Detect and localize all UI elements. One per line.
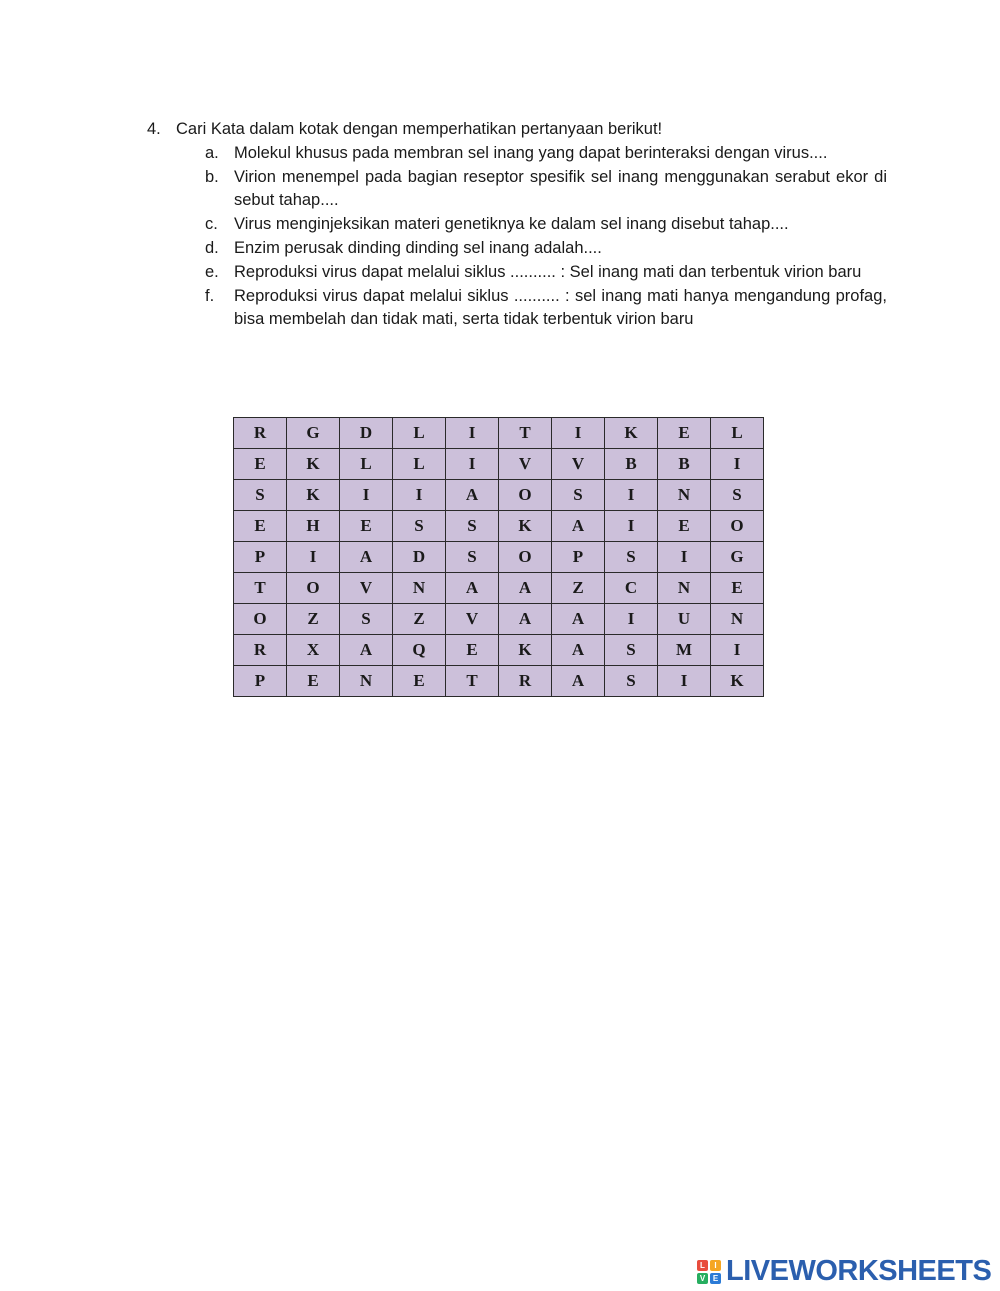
grid-cell[interactable]: K xyxy=(499,511,552,542)
grid-cell[interactable]: Q xyxy=(393,635,446,666)
question-item-text: Reproduksi virus dapat melalui siklus .......... : Sel inang mati dan terbentuk virion baru xyxy=(234,263,862,281)
grid-row xyxy=(234,480,764,511)
grid-cell[interactable]: E xyxy=(658,418,711,449)
grid-cell[interactable]: I xyxy=(711,449,764,480)
grid-cell[interactable]: I xyxy=(340,480,393,511)
grid-cell[interactable]: E xyxy=(234,511,287,542)
question-item-text: Virus menginjeksikan materi genetiknya ke dalam sel inang disebut tahap.... xyxy=(234,215,789,233)
grid-cell[interactable]: A xyxy=(552,604,605,635)
grid-cell[interactable]: R xyxy=(499,666,552,697)
grid-cell[interactable]: Z xyxy=(287,604,340,635)
grid-cell[interactable]: I xyxy=(658,666,711,697)
grid-cell[interactable]: A xyxy=(340,635,393,666)
question-item-text: Reproduksi virus dapat melalui siklus .......... : sel inang mati hanya mengandung profag, bisa membelah dan tidak mati, serta tidak terbentuk virion baru xyxy=(234,287,887,328)
grid-cell[interactable]: S xyxy=(446,511,499,542)
grid-cell[interactable]: X xyxy=(287,635,340,666)
grid-cell[interactable]: I xyxy=(287,542,340,573)
question-item-letter: a. xyxy=(205,144,219,162)
grid-cell[interactable]: S xyxy=(340,604,393,635)
grid-cell[interactable]: R xyxy=(234,418,287,449)
grid-cell[interactable]: L xyxy=(393,449,446,480)
grid-cell[interactable]: S xyxy=(234,480,287,511)
grid-cell[interactable]: R xyxy=(234,635,287,666)
grid-cell[interactable]: V xyxy=(340,573,393,604)
grid-cell[interactable]: K xyxy=(605,418,658,449)
grid-cell[interactable]: S xyxy=(552,480,605,511)
grid-cell[interactable]: O xyxy=(287,573,340,604)
grid-cell[interactable]: I xyxy=(446,418,499,449)
grid-cell[interactable]: P xyxy=(234,666,287,697)
grid-cell[interactable]: E xyxy=(340,511,393,542)
grid-cell[interactable]: V xyxy=(446,604,499,635)
grid-cell[interactable]: I xyxy=(605,480,658,511)
grid-cell[interactable]: I xyxy=(446,449,499,480)
question-item xyxy=(205,237,887,260)
grid-cell[interactable]: L xyxy=(393,418,446,449)
grid-cell[interactable]: I xyxy=(658,542,711,573)
question-item xyxy=(205,166,887,212)
grid-cell[interactable]: L xyxy=(711,418,764,449)
grid-cell[interactable]: E xyxy=(287,666,340,697)
grid-cell[interactable]: I xyxy=(711,635,764,666)
grid-cell[interactable]: G xyxy=(711,542,764,573)
logo-tile: L xyxy=(697,1260,708,1271)
grid-row xyxy=(234,635,764,666)
question-item-letter: d. xyxy=(205,239,219,257)
question-item-letter: f. xyxy=(205,287,215,305)
grid-row xyxy=(234,542,764,573)
grid-cell[interactable]: E xyxy=(711,573,764,604)
grid-cell[interactable]: N xyxy=(711,604,764,635)
word-search-grid xyxy=(233,417,764,697)
grid-cell[interactable]: T xyxy=(499,418,552,449)
grid-cell[interactable]: V xyxy=(499,449,552,480)
grid-cell[interactable]: I xyxy=(552,418,605,449)
grid-cell[interactable]: S xyxy=(605,542,658,573)
liveworksheets-logo-icon xyxy=(697,1260,721,1284)
grid-cell[interactable]: A xyxy=(552,635,605,666)
question-item-text: Enzim perusak dinding dinding sel inang adalah.... xyxy=(234,239,602,257)
grid-cell[interactable]: S xyxy=(393,511,446,542)
question-item xyxy=(205,213,887,236)
grid-cell[interactable]: A xyxy=(499,604,552,635)
grid-cell[interactable]: I xyxy=(605,511,658,542)
grid-cell[interactable]: E xyxy=(393,666,446,697)
grid-cell[interactable]: B xyxy=(605,449,658,480)
grid-cell[interactable]: A xyxy=(552,666,605,697)
grid-row xyxy=(234,666,764,697)
question-item-letter: e. xyxy=(205,263,219,281)
grid-cell[interactable]: T xyxy=(234,573,287,604)
grid-cell[interactable]: I xyxy=(605,604,658,635)
grid-cell[interactable]: A xyxy=(446,573,499,604)
grid-cell[interactable]: B xyxy=(658,449,711,480)
grid-cell[interactable]: E xyxy=(446,635,499,666)
question-block xyxy=(147,118,887,332)
question-items xyxy=(205,142,887,331)
grid-cell[interactable]: E xyxy=(234,449,287,480)
logo-tile: I xyxy=(710,1260,721,1271)
logo-tile: E xyxy=(710,1273,721,1284)
grid-cell[interactable]: K xyxy=(499,635,552,666)
question-prompt: Cari Kata dalam kotak dengan memperhatikan pertanyaan berikut! xyxy=(176,120,663,138)
brand-name: LIVEWORKSHEETS xyxy=(726,1255,992,1287)
grid-cell[interactable]: Z xyxy=(393,604,446,635)
grid-cell[interactable]: O xyxy=(499,542,552,573)
question-number: 4. xyxy=(147,120,161,138)
grid-cell[interactable]: T xyxy=(446,666,499,697)
grid-cell[interactable]: S xyxy=(446,542,499,573)
grid-row xyxy=(234,604,764,635)
grid-cell[interactable]: D xyxy=(393,542,446,573)
grid-cell[interactable]: K xyxy=(287,480,340,511)
grid-cell[interactable]: K xyxy=(711,666,764,697)
grid-cell[interactable]: A xyxy=(446,480,499,511)
grid-cell[interactable]: Z xyxy=(552,573,605,604)
grid-cell[interactable]: O xyxy=(499,480,552,511)
grid-cell[interactable]: O xyxy=(711,511,764,542)
grid-cell[interactable]: K xyxy=(287,449,340,480)
grid-cell[interactable]: U xyxy=(658,604,711,635)
question-item xyxy=(205,142,887,165)
grid-cell[interactable]: A xyxy=(499,573,552,604)
grid-cell[interactable]: A xyxy=(340,542,393,573)
grid-row xyxy=(234,511,764,542)
grid-row xyxy=(234,573,764,604)
grid-cell[interactable]: I xyxy=(393,480,446,511)
grid-cell[interactable]: N xyxy=(393,573,446,604)
grid-cell[interactable]: E xyxy=(658,511,711,542)
logo-tile: V xyxy=(697,1273,708,1284)
grid-cell[interactable]: D xyxy=(340,418,393,449)
grid-cell[interactable]: C xyxy=(605,573,658,604)
grid-cell[interactable]: P xyxy=(552,542,605,573)
grid-cell[interactable]: S xyxy=(605,666,658,697)
question-item-text: Molekul khusus pada membran sel inang yang dapat berinteraksi dengan virus.... xyxy=(234,144,828,162)
grid-cell[interactable]: M xyxy=(658,635,711,666)
grid-cell[interactable]: H xyxy=(287,511,340,542)
grid-cell[interactable]: N xyxy=(340,666,393,697)
grid-cell[interactable]: S xyxy=(711,480,764,511)
question-item xyxy=(205,285,887,331)
question-header xyxy=(147,118,887,140)
question-item xyxy=(205,261,887,284)
grid-cell[interactable]: N xyxy=(658,573,711,604)
grid-cell[interactable]: A xyxy=(552,511,605,542)
grid-row xyxy=(234,449,764,480)
question-item-text: Virion menempel pada bagian reseptor spesifik sel inang menggunakan serabut ekor di sebut tahap.... xyxy=(234,168,887,209)
grid-cell[interactable]: O xyxy=(234,604,287,635)
grid-row xyxy=(234,418,764,449)
grid-cell[interactable]: S xyxy=(605,635,658,666)
grid-cell[interactable]: P xyxy=(234,542,287,573)
grid-cell[interactable]: L xyxy=(340,449,393,480)
question-item-letter: b. xyxy=(205,168,219,186)
liveworksheets-brand xyxy=(697,1255,991,1288)
question-item-letter: c. xyxy=(205,215,218,233)
grid-cell[interactable]: G xyxy=(287,418,340,449)
grid-cell[interactable]: N xyxy=(658,480,711,511)
grid-cell[interactable]: V xyxy=(552,449,605,480)
